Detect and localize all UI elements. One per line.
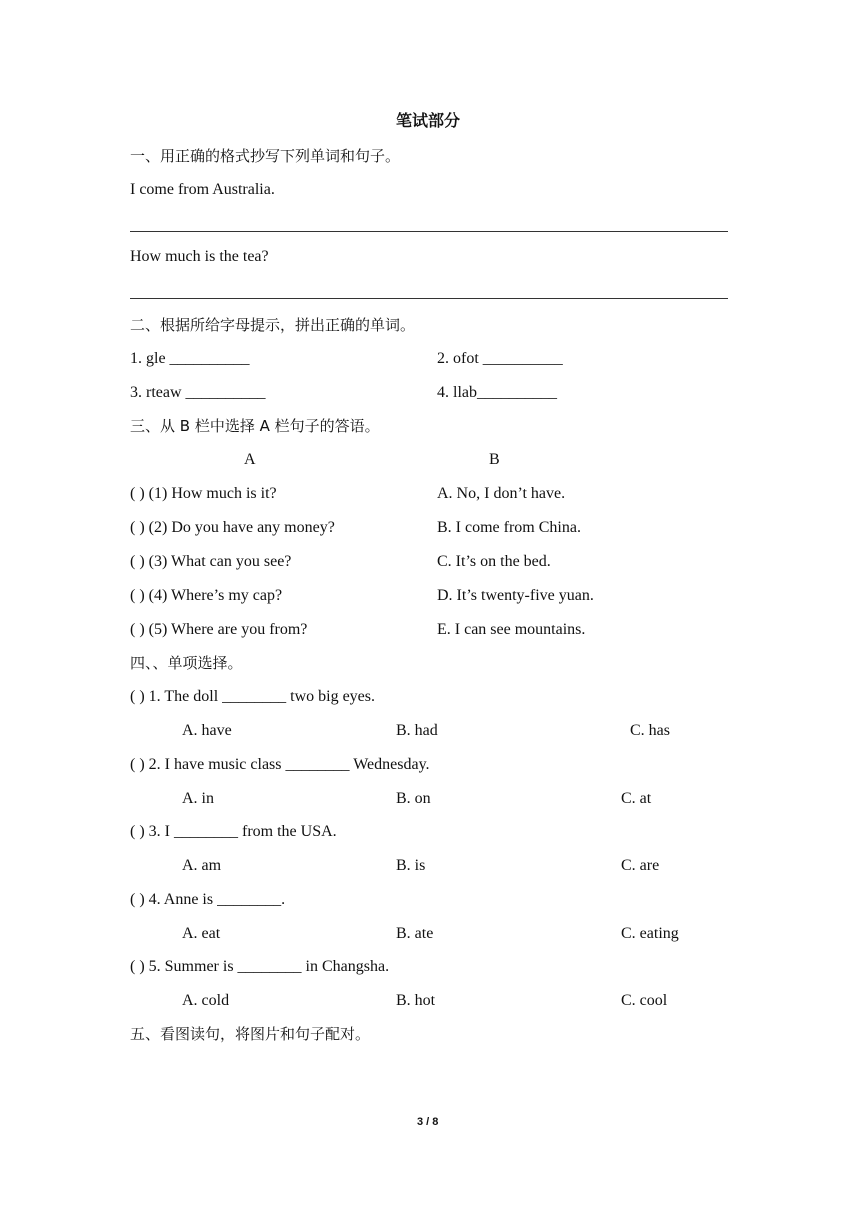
choice-option-b: B. hot — [396, 992, 436, 1009]
choice-option-b: B. on — [396, 790, 431, 807]
match-answer-e: E. I can see mountains. — [437, 621, 586, 638]
choice-question-5: ( ) 5. Summer is ________ in Changsha. — [130, 958, 390, 975]
choice-option-c: C. cool — [621, 992, 668, 1009]
choice-question-1: ( ) 1. The doll ________ two big eyes. — [130, 688, 376, 705]
match-answer-b: B. I come from China. — [437, 519, 581, 536]
choice-option-a: A. cold — [182, 992, 230, 1009]
page-title: 笔试部分 — [396, 113, 461, 130]
choice-question-3: ( ) 3. I ________ from the USA. — [130, 823, 337, 840]
column-b-header: B — [489, 451, 500, 468]
choice-option-b: B. ate — [396, 925, 434, 942]
section-2-heading: 二、根据所给字母提示，拼出正确的单词。 — [130, 316, 416, 334]
spelling-item-2: 2. ofot __________ — [437, 350, 563, 367]
match-question-2: ( ) (2) Do you have any money? — [130, 519, 335, 536]
column-a-header: A — [244, 451, 256, 468]
match-question-5: ( ) (5) Where are you from? — [130, 621, 308, 638]
match-answer-c: C. It’s on the bed. — [437, 553, 551, 570]
choice-option-a: A. am — [182, 857, 222, 874]
choice-question-4: ( ) 4. Anne is ________. — [130, 891, 286, 908]
section-3-heading: 三、从 B 栏中选择 A 栏句子的答语。 — [130, 417, 380, 435]
choice-option-b: B. is — [396, 857, 426, 874]
writing-line-1 — [130, 231, 728, 232]
choice-question-2: ( ) 2. I have music class ________ Wednesday. — [130, 756, 430, 773]
match-question-1: ( ) (1) How much is it? — [130, 485, 277, 502]
section-1-heading: 一、用正确的格式抄写下列单词和句子。 — [130, 147, 401, 165]
choice-option-c: C. at — [621, 790, 652, 807]
spelling-item-1: 1. gle __________ — [130, 350, 250, 367]
spelling-item-3: 3. rteaw __________ — [130, 384, 266, 401]
writing-line-2 — [130, 298, 728, 299]
choice-option-c: C. has — [630, 722, 670, 739]
choice-option-a: A. in — [182, 790, 214, 807]
match-question-4: ( ) (4) Where’s my cap? — [130, 587, 283, 604]
match-question-3: ( ) (3) What can you see? — [130, 553, 292, 570]
choice-option-a: A. eat — [182, 925, 221, 942]
match-answer-d: D. It’s twenty-five yuan. — [437, 587, 594, 604]
spelling-item-4: 4. llab__________ — [437, 384, 557, 401]
copy-sentence-2: How much is the tea? — [130, 248, 269, 265]
match-answer-a: A. No, I don’t have. — [437, 485, 566, 502]
choice-option-c: C. are — [621, 857, 660, 874]
section-5-heading: 五、看图读句，将图片和句子配对。 — [130, 1025, 371, 1043]
section-4-heading: 四、、单项选择。 — [130, 654, 243, 672]
choice-option-c: C. eating — [621, 925, 679, 942]
copy-sentence-1: I come from Australia. — [130, 181, 275, 198]
choice-option-b: B. had — [396, 722, 438, 739]
choice-option-a: A. have — [182, 722, 232, 739]
page-number: 3 / 8 — [417, 1116, 439, 1128]
